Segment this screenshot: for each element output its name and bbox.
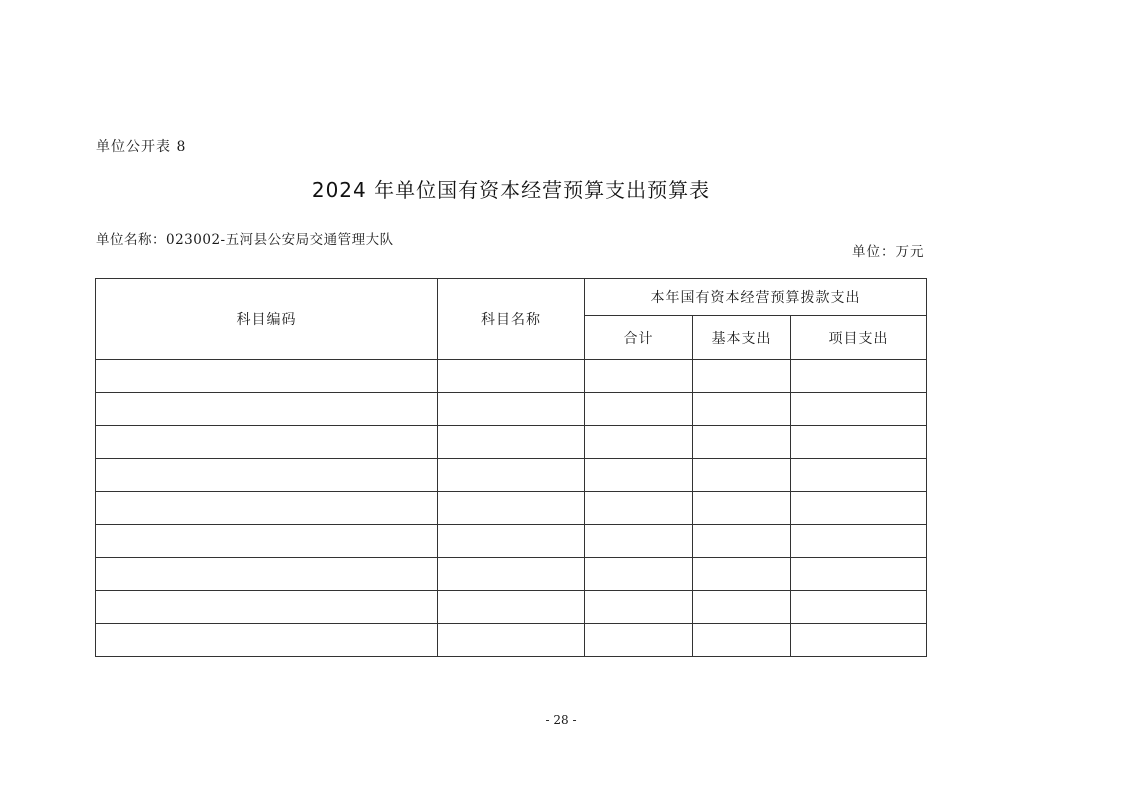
- table-cell: [585, 558, 693, 591]
- table-cell: [585, 591, 693, 624]
- header-subject-name: 科目名称: [438, 279, 585, 360]
- table-cell: [96, 426, 438, 459]
- table-cell: [96, 558, 438, 591]
- table-cell: [438, 525, 585, 558]
- table-cell: [438, 558, 585, 591]
- table-cell: [438, 426, 585, 459]
- header-subject-code: 科目编码: [96, 279, 438, 360]
- table-cell: [96, 591, 438, 624]
- page-title: 2024 年单位国有资本经营预算支出预算表: [311, 178, 711, 202]
- table-cell: [438, 393, 585, 426]
- table-cell: [791, 591, 927, 624]
- table-row: [96, 393, 927, 426]
- table-cell: [96, 360, 438, 393]
- table-row: [96, 492, 927, 525]
- header-basic-expenditure: 基本支出: [693, 316, 791, 360]
- header-total: 合计: [585, 316, 693, 360]
- header-appropriation-group: 本年国有资本经营预算拨款支出: [585, 279, 927, 316]
- form-label: 单位公开表 8: [96, 139, 187, 155]
- table-cell: [693, 558, 791, 591]
- table-cell: [693, 393, 791, 426]
- table-cell: [693, 624, 791, 657]
- table-cell: [693, 525, 791, 558]
- table-cell: [438, 492, 585, 525]
- table-cell: [693, 459, 791, 492]
- table-row: [96, 426, 927, 459]
- table-row: [96, 624, 927, 657]
- table-cell: [791, 492, 927, 525]
- table-cell: [96, 624, 438, 657]
- table-cell: [96, 459, 438, 492]
- unit-name: 单位名称：023002-五河县公安局交通管理大队: [96, 232, 394, 248]
- table-cell: [791, 624, 927, 657]
- table-cell: [693, 591, 791, 624]
- table-cell: [791, 426, 927, 459]
- table-cell: [96, 525, 438, 558]
- table-cell: [585, 492, 693, 525]
- table-cell: [585, 525, 693, 558]
- table-cell: [693, 492, 791, 525]
- table-cell: [693, 360, 791, 393]
- table-row: [96, 525, 927, 558]
- page-number: - 28 -: [545, 713, 577, 727]
- table-row: [96, 360, 927, 393]
- table-cell: [585, 360, 693, 393]
- table-cell: [693, 426, 791, 459]
- table-cell: [791, 360, 927, 393]
- table-cell: [438, 624, 585, 657]
- table-cell: [96, 393, 438, 426]
- header-project-expenditure: 项目支出: [791, 316, 927, 360]
- table-cell: [585, 624, 693, 657]
- table-row: [96, 591, 927, 624]
- table-cell: [791, 393, 927, 426]
- table-row: [96, 558, 927, 591]
- table-cell: [438, 459, 585, 492]
- budget-table: [95, 278, 927, 657]
- unit-measure: 单位：万元: [852, 244, 925, 260]
- table-cell: [438, 591, 585, 624]
- table-cell: [96, 492, 438, 525]
- table-row: [96, 459, 927, 492]
- table-cell: [791, 558, 927, 591]
- table-cell: [791, 525, 927, 558]
- table-cell: [438, 360, 585, 393]
- table-cell: [791, 459, 927, 492]
- table-cell: [585, 459, 693, 492]
- table-cell: [585, 393, 693, 426]
- table-cell: [585, 426, 693, 459]
